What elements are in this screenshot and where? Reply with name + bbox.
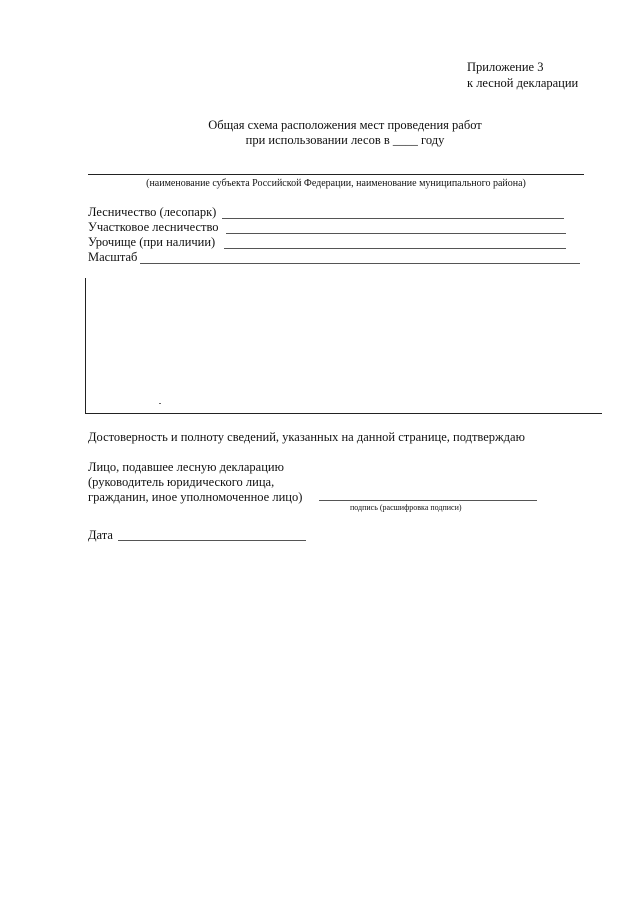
date-label: Дата	[88, 528, 113, 542]
field-forestry-line[interactable]	[222, 218, 564, 219]
region-caption: (наименование субъекта Российской Федерации, наименование муниципального района)	[146, 178, 526, 189]
signature-line[interactable]	[319, 500, 537, 501]
signer-label-line3: гражданин, иное уполномоченное лицо)	[88, 490, 303, 504]
signature-caption: подпись (расшифровка подписи)	[350, 503, 462, 512]
scheme-area-speck	[159, 403, 161, 404]
scheme-area-left-border	[85, 278, 86, 413]
document-title: Общая схема расположения мест проведения работ	[208, 118, 482, 132]
date-line[interactable]	[118, 540, 306, 541]
appendix-subtitle: к лесной декларации	[467, 76, 579, 90]
appendix-number: Приложение 3	[467, 60, 544, 74]
region-underline	[88, 174, 584, 175]
field-scale-line[interactable]	[140, 263, 580, 264]
signer-label-line2: (руководитель юридического лица,	[88, 475, 275, 489]
field-tract-line[interactable]	[224, 248, 566, 249]
field-forestry-label: Лесничество (лесопарк)	[88, 205, 217, 219]
document-title-year: при использовании лесов в ____ году	[245, 133, 445, 147]
signer-label-line1: Лицо, подавшее лесную декларацию	[88, 460, 284, 474]
field-district-forestry-line[interactable]	[226, 233, 566, 234]
field-district-forestry-label: Участковое лесничество	[88, 220, 219, 234]
field-scale-label: Масштаб	[88, 250, 138, 264]
scheme-area-bottom-border	[85, 413, 602, 414]
field-tract-label: Урочище (при наличии)	[88, 235, 216, 249]
confirmation-text: Достоверность и полноту сведений, указанных на данной странице, подтверждаю	[88, 430, 525, 444]
